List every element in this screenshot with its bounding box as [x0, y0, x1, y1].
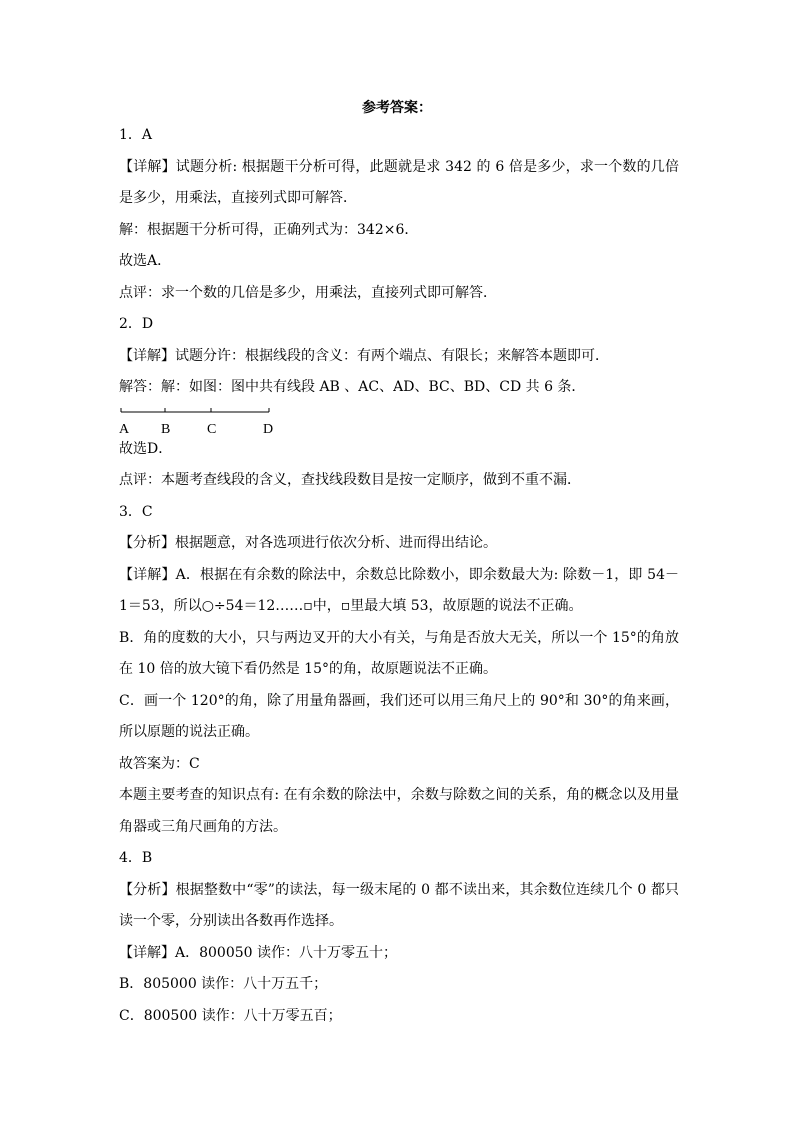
- q2-detail: 【详解】试题分许：根据线段的含义：有两个端点、有限长；来解答本题即可．: [119, 347, 609, 364]
- q4-detail-c: C．800500 读作：八十万零五百；: [119, 1007, 342, 1024]
- q3-detail-a: 【详解】A．根据在有余数的除法中，余数总比除数小，即余数最大为: 除数－1，即 54－1＝53，所以○÷54＝12……▫中，▫里最大填 53，故原题的说法不正确。: [119, 566, 679, 614]
- q4-detail-b: B．805000 读作：八十万五千；: [119, 976, 328, 992]
- q3-detail-b: B．角的度数的大小，只与两边叉开的大小有关，与角是否放大无关，所以一个 15°的角放在 10 倍的放大镜下看仍然是 15°的角，故原题说法不正确。: [119, 629, 679, 677]
- line-segment-drawing: [119, 406, 319, 420]
- q1-solution: 解：根据题干分析可得，正确列式为：342×6．: [119, 221, 419, 238]
- q1-detail: 【详解】试题分析: 根据题干分析可得，此题就是求 342 的 6 倍是多少，求一个数的几倍是多少，用乘法，直接列式即可解答．: [119, 158, 679, 206]
- q4-analysis: 【分析】根据整数中“零”的读法，每一级末尾的 0 都不读出来，其余数位连续几个 0 都只读一个零，分别读出各数再作选择。: [119, 881, 679, 929]
- point-label-a: A: [119, 421, 130, 437]
- point-label-d: D: [263, 421, 274, 437]
- q2-answer: 解答：解：如图：图中共有线段 AB 、AC、AD、BC、BD、CD 共 6 条．: [119, 379, 586, 395]
- page-title: 参考答案：: [362, 100, 432, 116]
- q2-number: 2．D: [119, 316, 154, 332]
- q2-comment: 点评：本题考查线段的含义，查找线段数目是按一定顺序，做到不重不漏．: [119, 472, 581, 488]
- point-label-b: B: [161, 421, 171, 437]
- answer-content: [119, 120, 679, 1032]
- point-label-c: C: [207, 421, 217, 437]
- q1-comment: 点评：求一个数的几倍是多少，用乘法，直接列式即可解答．: [119, 284, 497, 301]
- q3-analysis: 【分析】根据题意，对各选项进行依次分析、进而得出结论。: [119, 535, 497, 551]
- q4-number: 4．B: [119, 850, 153, 866]
- line-segment-figure: [119, 406, 679, 437]
- q3-summary: 本题主要考查的知识点有: 在有余数的除法中，余数与除数之间的关系，角的概念以及用量角器或三角尺画角的方法。: [119, 787, 679, 835]
- q2-choose: 故选D．: [119, 440, 173, 457]
- q1-number: 1．A: [119, 127, 153, 143]
- q1-choose: 故选A．: [119, 253, 172, 269]
- q4-detail-a: 【详解】A．800050 读作：八十万零五十；: [119, 944, 398, 961]
- q3-number: 3．C: [119, 503, 153, 520]
- q3-answer: 故答案为：C: [119, 755, 200, 772]
- q3-detail-c: C．画一个 120°的角，除了用量角器画，我们还可以用三角尺上的 90°和 30°的角来画，所以原题的说法正确。: [119, 692, 679, 740]
